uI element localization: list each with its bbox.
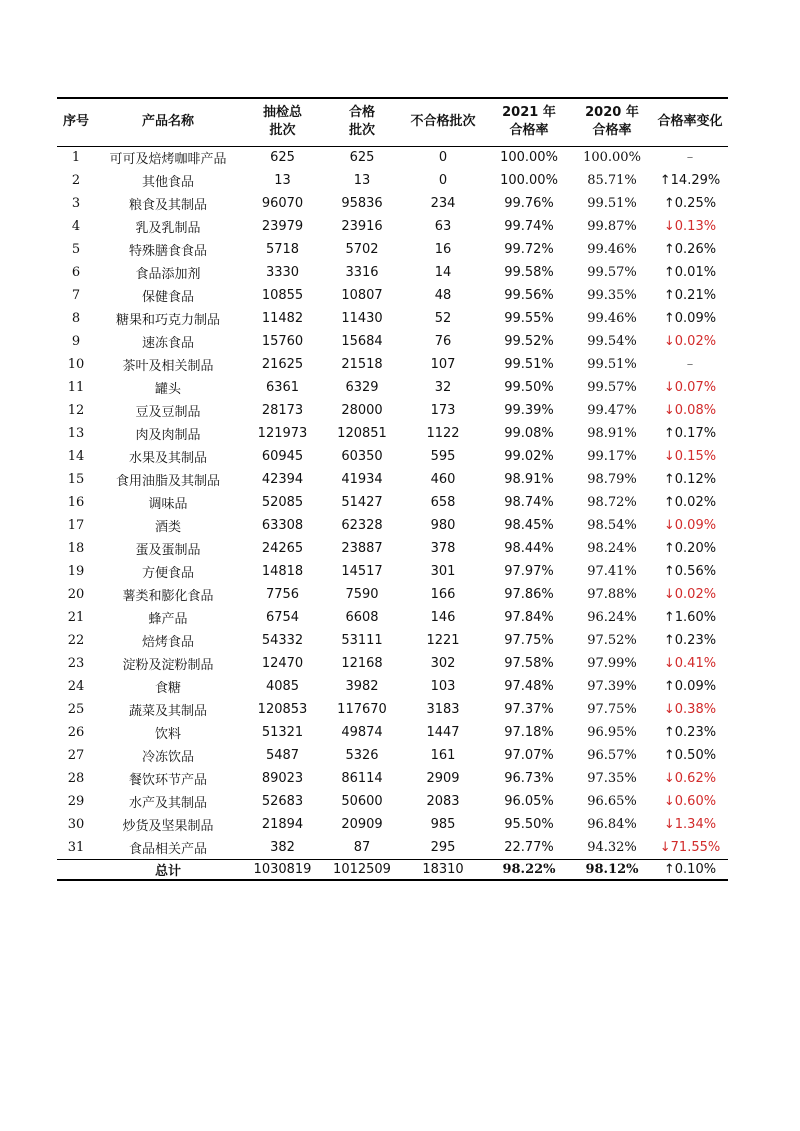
row-index: 29 [67, 794, 85, 809]
row-sampled: 5487 [265, 748, 300, 763]
row-qualified: 13 [353, 173, 371, 188]
row-index: 13 [67, 426, 85, 441]
row-rate-change: ↓0.08% [663, 403, 717, 418]
row-index: 19 [67, 564, 85, 579]
row-qualified: 6608 [345, 610, 379, 625]
row-rate-2020: 99.17% [587, 449, 637, 464]
row-rate-2020: 96.57% [587, 748, 637, 763]
row-product-name: 冷冻饮品 [141, 750, 194, 765]
row-qualified: 87 [353, 839, 371, 855]
row-index: 8 [71, 311, 81, 326]
table-header-row [57, 98, 728, 146]
row-qualified: 21518 [341, 357, 383, 372]
row-product-name: 罐头 [154, 382, 181, 397]
row-qualified: 53111 [341, 633, 383, 648]
row-index: 12 [67, 403, 85, 418]
row-rate-2020: 99.51% [587, 196, 637, 211]
row-index: 9 [71, 334, 81, 349]
row-failed: 658 [430, 495, 456, 510]
row-sampled: 625 [270, 150, 295, 166]
row-failed: 107 [430, 357, 456, 372]
row-rate-2020: 98.79% [587, 472, 637, 487]
table-row [57, 514, 728, 537]
row-qualified: 14517 [341, 564, 383, 579]
row-rate-2021: 99.74% [504, 219, 554, 234]
row-qualified: 60350 [341, 449, 383, 464]
row-product-name: 速冻食品 [141, 336, 194, 351]
row-rate-2020: 94.32% [587, 839, 637, 855]
row-sampled: 96070 [261, 196, 304, 211]
row-failed: 32 [434, 380, 452, 395]
row-rate-2021: 99.39% [504, 403, 554, 418]
row-rate-2021: 99.55% [504, 311, 554, 326]
table-row [57, 652, 728, 675]
inspection-results-table [57, 97, 728, 881]
table-row [57, 675, 728, 698]
row-rate-change: ↑0.17% [663, 426, 717, 441]
row-rate-2020: 99.54% [587, 334, 637, 349]
row-product-name: 方便食品 [141, 566, 194, 581]
row-failed: 302 [430, 656, 456, 671]
row-product-name: 糖果和巧克力制品 [115, 313, 220, 328]
table-row [57, 721, 728, 744]
row-product-name: 茶叶及相关制品 [122, 359, 214, 374]
row-product-name: 乳及乳制品 [135, 221, 201, 236]
row-failed: 3183 [426, 702, 460, 717]
row-sampled: 120853 [257, 702, 308, 717]
row-rate-2020: 97.99% [587, 656, 637, 671]
row-rate-change: ↑0.02% [663, 495, 717, 510]
row-sampled: 15760 [261, 334, 304, 349]
row-rate-2021: 100.00% [500, 173, 558, 188]
row-rate-2020: 96.84% [587, 817, 637, 832]
row-sampled: 6754 [265, 610, 300, 625]
row-rate-change: ↓0.62% [663, 771, 717, 786]
row-failed: 1221 [426, 633, 460, 648]
row-sampled: 5718 [265, 242, 300, 257]
table-row [57, 353, 728, 376]
row-product-name: 特殊膳食食品 [128, 244, 207, 259]
row-sampled: 63308 [261, 518, 304, 533]
row-rate-2021: 97.97% [504, 564, 554, 579]
row-rate-2020: 97.41% [587, 564, 637, 579]
row-qualified: 20909 [341, 817, 383, 832]
row-qualified: 117670 [337, 702, 387, 717]
table-row [57, 215, 728, 238]
row-index: 16 [67, 495, 85, 510]
row-qualified: 3316 [345, 265, 379, 280]
row-rate-change: – [686, 357, 694, 372]
row-rate-2020: 99.46% [587, 311, 637, 326]
row-failed: 48 [434, 288, 452, 303]
row-sampled: 54332 [261, 633, 304, 648]
row-rate-2021: 99.51% [504, 357, 554, 372]
row-qualified: 28000 [341, 403, 383, 418]
table-row [57, 537, 728, 560]
row-index: 23 [67, 656, 85, 671]
header-sampled-batches: 抽检总 批次 [262, 105, 302, 139]
row-rate-2020: 99.47% [587, 403, 637, 418]
table-row [57, 376, 728, 399]
row-qualified: 5326 [345, 748, 379, 763]
table-row [57, 836, 728, 859]
table-row [57, 238, 728, 261]
row-index: 4 [71, 219, 81, 234]
row-sampled: 6361 [265, 380, 300, 395]
row-index: 26 [67, 725, 85, 740]
header-rate-2020: 2020 年 合格率 [585, 105, 639, 139]
row-rate-2020: 96.65% [587, 794, 637, 809]
row-sampled: 51321 [261, 725, 304, 740]
row-product-name: 饮料 [154, 727, 181, 742]
row-sampled: 13 [274, 173, 291, 188]
row-rate-2021: 99.76% [504, 196, 554, 211]
header-rate-2021: 2021 年 合格率 [502, 105, 556, 139]
table-row [57, 491, 728, 514]
total-rate-change: ↑0.10% [663, 861, 717, 877]
row-rate-change: ↑0.26% [663, 242, 717, 257]
row-failed: 2909 [426, 771, 460, 786]
row-sampled: 7756 [265, 587, 300, 602]
row-rate-2021: 96.05% [504, 794, 554, 809]
row-rate-2020: 96.24% [587, 610, 637, 625]
table-row [57, 284, 728, 307]
row-rate-2021: 99.52% [504, 334, 554, 349]
row-rate-2021: 98.44% [504, 541, 554, 556]
row-product-name: 蔬菜及其制品 [128, 704, 207, 719]
row-failed: 0 [438, 150, 448, 166]
row-rate-2021: 98.74% [504, 495, 554, 510]
row-qualified: 49874 [341, 725, 383, 740]
row-qualified: 23916 [341, 219, 383, 234]
row-sampled: 382 [270, 839, 295, 855]
row-failed: 76 [434, 334, 452, 349]
row-rate-change: ↓0.02% [663, 334, 717, 349]
row-rate-2021: 99.02% [504, 449, 554, 464]
table-body [57, 146, 728, 859]
row-index: 21 [67, 610, 85, 625]
row-rate-change: ↓0.09% [663, 518, 717, 533]
row-rate-2020: 99.35% [587, 288, 637, 303]
row-index: 20 [67, 587, 85, 602]
row-index: 2 [71, 173, 81, 188]
row-rate-2021: 97.75% [504, 633, 554, 648]
row-failed: 166 [430, 587, 456, 602]
row-product-name: 保健食品 [141, 290, 194, 305]
row-index: 6 [71, 265, 81, 280]
header-rate-change: 合格率变化 [657, 114, 723, 130]
row-rate-2020: 99.46% [587, 242, 637, 257]
row-product-name: 肉及肉制品 [135, 428, 201, 443]
row-qualified: 625 [349, 150, 375, 166]
table-row [57, 698, 728, 721]
table-row [57, 422, 728, 445]
table-row [57, 560, 728, 583]
row-product-name: 水果及其制品 [128, 451, 207, 466]
row-product-name: 蛋及蛋制品 [135, 543, 201, 558]
row-failed: 146 [430, 610, 456, 625]
row-index: 22 [67, 633, 85, 648]
row-failed: 173 [430, 403, 456, 418]
row-qualified: 11430 [341, 311, 383, 326]
row-rate-2020: 85.71% [587, 173, 637, 188]
total-index-cell [57, 859, 95, 880]
table-row [57, 307, 728, 330]
row-qualified: 62328 [341, 518, 383, 533]
row-product-name: 蜂产品 [148, 612, 188, 627]
row-rate-2021: 99.08% [504, 426, 554, 441]
row-rate-2021: 97.07% [504, 748, 554, 763]
row-sampled: 28173 [261, 403, 304, 418]
row-rate-2020: 99.57% [587, 380, 637, 395]
row-rate-2021: 98.45% [504, 518, 554, 533]
row-sampled: 21625 [261, 357, 304, 372]
row-index: 18 [67, 541, 85, 556]
row-sampled: 89023 [261, 771, 304, 786]
row-product-name: 焙烤食品 [141, 635, 194, 650]
table-row [57, 169, 728, 192]
row-rate-2020: 99.51% [587, 357, 637, 372]
row-rate-2021: 97.58% [504, 656, 554, 671]
row-sampled: 60945 [261, 449, 304, 464]
row-sampled: 12470 [261, 656, 304, 671]
row-index: 14 [67, 449, 85, 464]
row-failed: 16 [434, 242, 452, 257]
row-qualified: 95836 [341, 196, 383, 211]
row-product-name: 粮食及其制品 [128, 198, 207, 213]
row-product-name: 其他食品 [141, 175, 194, 190]
row-rate-change: ↓0.38% [663, 702, 717, 717]
table-row [57, 330, 728, 353]
row-qualified: 23887 [341, 541, 383, 556]
row-rate-change: ↑0.23% [663, 725, 717, 740]
row-rate-change: ↓1.34% [663, 817, 717, 832]
row-index: 5 [71, 242, 81, 257]
row-rate-2021: 99.50% [504, 380, 554, 395]
table-row [57, 629, 728, 652]
table-row [57, 192, 728, 215]
row-sampled: 14818 [261, 564, 304, 579]
row-sampled: 21894 [261, 817, 304, 832]
row-rate-2020: 96.95% [587, 725, 637, 740]
row-product-name: 餐饮环节产品 [128, 773, 207, 788]
total-row [57, 859, 728, 880]
row-qualified: 120851 [337, 426, 387, 441]
row-index: 7 [71, 288, 81, 303]
row-sampled: 11482 [261, 311, 304, 326]
row-rate-change: ↑0.01% [663, 265, 717, 280]
row-product-name: 豆及豆制品 [135, 405, 201, 420]
row-rate-2021: 95.50% [504, 817, 554, 832]
row-index: 24 [67, 679, 85, 694]
row-failed: 2083 [426, 794, 460, 809]
row-failed: 63 [434, 219, 452, 234]
row-qualified: 5702 [345, 242, 379, 257]
row-product-name: 食品添加剂 [135, 267, 201, 282]
row-qualified: 41934 [341, 472, 383, 487]
table-row [57, 606, 728, 629]
row-failed: 0 [438, 173, 448, 188]
row-rate-2021: 100.00% [500, 150, 558, 166]
row-qualified: 3982 [345, 679, 379, 694]
row-rate-2021: 98.91% [504, 472, 554, 487]
total-label: 总计 [154, 863, 181, 879]
row-rate-2020: 98.72% [587, 495, 637, 510]
row-sampled: 10855 [261, 288, 304, 303]
row-qualified: 15684 [341, 334, 383, 349]
row-rate-2020: 97.35% [587, 771, 637, 786]
row-failed: 295 [430, 839, 456, 855]
row-qualified: 10807 [341, 288, 383, 303]
row-index: 15 [67, 472, 85, 487]
row-failed: 14 [434, 265, 452, 280]
total-rate-2021: 98.22% [502, 861, 556, 877]
row-failed: 1447 [426, 725, 460, 740]
row-rate-change: ↑0.21% [663, 288, 717, 303]
row-rate-change: ↓0.07% [663, 380, 717, 395]
row-product-name: 食用油脂及其制品 [115, 474, 220, 489]
table-row [57, 767, 728, 790]
row-rate-2021: 99.72% [504, 242, 554, 257]
row-index: 1 [71, 150, 81, 166]
row-rate-2020: 97.75% [587, 702, 637, 717]
row-product-name: 酒类 [154, 520, 181, 535]
row-rate-2020: 100.00% [583, 150, 641, 166]
row-failed: 1122 [426, 426, 460, 441]
row-rate-change: ↓0.15% [663, 449, 717, 464]
row-failed: 52 [434, 311, 452, 326]
table-row [57, 583, 728, 606]
row-index: 11 [67, 380, 85, 395]
row-index: 3 [71, 196, 81, 211]
row-index: 17 [67, 518, 85, 533]
row-failed: 378 [430, 541, 456, 556]
row-rate-change: ↑0.56% [663, 564, 717, 579]
row-qualified: 51427 [341, 495, 383, 510]
table-row [57, 445, 728, 468]
row-rate-2020: 97.39% [587, 679, 637, 694]
row-failed: 301 [430, 564, 456, 579]
row-index: 28 [67, 771, 85, 786]
row-product-name: 薯类和膨化食品 [122, 589, 214, 604]
table-row [57, 261, 728, 284]
row-product-name: 水产及其制品 [128, 796, 207, 811]
row-rate-change: ↑0.23% [663, 633, 717, 648]
row-rate-2021: 97.18% [504, 725, 554, 740]
total-failed: 18310 [422, 861, 464, 877]
row-index: 10 [67, 357, 85, 372]
header-failed-batches: 不合格批次 [410, 114, 476, 130]
row-qualified: 86114 [341, 771, 383, 786]
row-product-name: 调味品 [148, 497, 188, 512]
table-row [57, 744, 728, 767]
row-rate-2020: 99.57% [587, 265, 637, 280]
table-row [57, 146, 728, 169]
row-rate-change: ↓0.13% [663, 219, 717, 234]
row-product-name: 淀粉及淀粉制品 [122, 658, 214, 673]
row-qualified: 6329 [345, 380, 379, 395]
row-sampled: 52085 [261, 495, 304, 510]
row-rate-change: ↑0.09% [663, 311, 717, 326]
row-rate-change: – [686, 150, 694, 166]
header-index: 序号 [62, 114, 89, 130]
row-rate-change: ↓71.55% [659, 839, 721, 855]
row-failed: 234 [430, 196, 456, 211]
row-rate-2021: 97.48% [504, 679, 554, 694]
row-rate-2021: 97.86% [504, 587, 554, 602]
row-sampled: 52683 [261, 794, 304, 809]
row-rate-2020: 99.87% [587, 219, 637, 234]
row-rate-2021: 97.37% [504, 702, 554, 717]
row-rate-2021: 99.58% [504, 265, 554, 280]
row-rate-change: ↑0.09% [663, 679, 717, 694]
row-rate-change: ↓0.60% [663, 794, 717, 809]
table-row [57, 399, 728, 422]
row-qualified: 12168 [341, 656, 383, 671]
row-rate-change: ↑0.25% [663, 196, 717, 211]
header-qualified-batches: 合格 批次 [348, 105, 375, 139]
row-rate-2020: 97.52% [587, 633, 637, 648]
row-rate-change: ↑14.29% [659, 173, 721, 188]
row-product-name: 可可及焙烤咖啡产品 [109, 152, 227, 168]
row-sampled: 23979 [261, 219, 304, 234]
row-sampled: 3330 [265, 265, 300, 280]
row-failed: 985 [430, 817, 456, 832]
row-rate-change: ↑0.20% [663, 541, 717, 556]
row-qualified: 7590 [345, 587, 379, 602]
row-sampled: 121973 [257, 426, 308, 441]
row-failed: 161 [430, 748, 456, 763]
row-rate-2020: 98.24% [587, 541, 637, 556]
row-sampled: 42394 [261, 472, 304, 487]
row-rate-change: ↓0.41% [663, 656, 717, 671]
row-rate-2021: 22.77% [504, 839, 554, 855]
row-rate-change: ↑0.12% [663, 472, 717, 487]
row-index: 27 [67, 748, 85, 763]
row-rate-change: ↑0.50% [663, 748, 717, 763]
row-rate-2021: 99.56% [504, 288, 554, 303]
row-product-name: 食糖 [154, 681, 181, 696]
header-product-name: 产品名称 [141, 114, 194, 130]
row-rate-2020: 97.88% [587, 587, 637, 602]
row-rate-change: ↓0.02% [663, 587, 717, 602]
total-rate-2020: 98.12% [585, 861, 639, 877]
total-qualified: 1012509 [333, 861, 391, 877]
row-rate-2020: 98.54% [587, 518, 637, 533]
row-product-name: 食品相关产品 [128, 841, 207, 857]
row-index: 31 [67, 839, 85, 855]
row-product-name: 炒货及坚果制品 [122, 819, 214, 834]
table-row [57, 790, 728, 813]
row-failed: 980 [430, 518, 456, 533]
row-sampled: 24265 [261, 541, 304, 556]
row-sampled: 4085 [265, 679, 300, 694]
row-failed: 595 [430, 449, 456, 464]
row-failed: 103 [430, 679, 456, 694]
row-index: 30 [67, 817, 85, 832]
row-rate-2021: 96.73% [504, 771, 554, 786]
row-rate-2021: 97.84% [504, 610, 554, 625]
table-row [57, 813, 728, 836]
row-rate-2020: 98.91% [587, 426, 637, 441]
row-rate-change: ↑1.60% [663, 610, 717, 625]
row-index: 25 [67, 702, 85, 717]
total-sampled: 1030819 [253, 861, 312, 877]
row-failed: 460 [430, 472, 456, 487]
table-row [57, 468, 728, 491]
row-qualified: 50600 [341, 794, 383, 809]
